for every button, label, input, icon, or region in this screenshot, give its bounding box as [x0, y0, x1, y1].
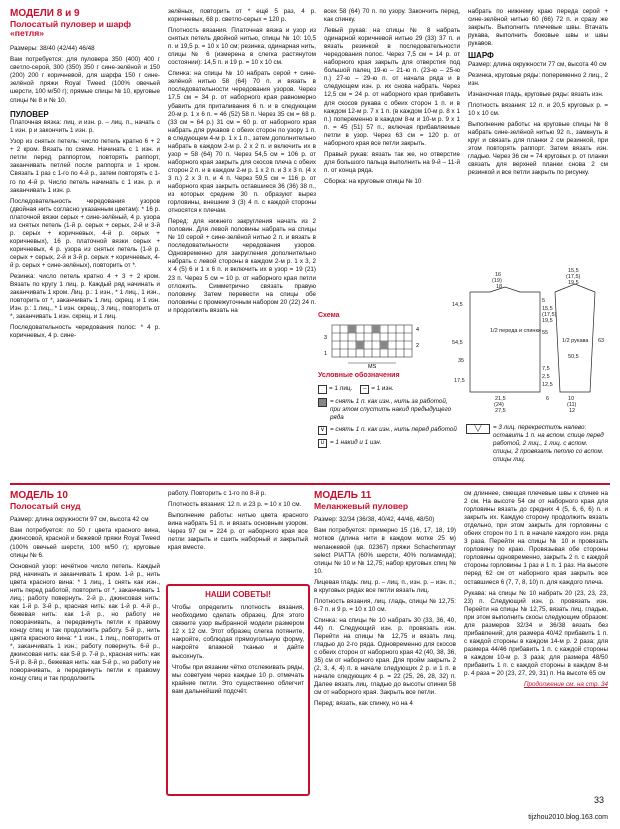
- legend-block: [318, 372, 458, 448]
- scarf-s3: Изнаночная гладь, круговые ряды: вязать изн.: [468, 90, 604, 98]
- scheme-row-1: 1: [324, 350, 328, 357]
- model11-p5: Спинка: на спицы № 10 набрать 30 (33, 36, 40, 44) п. Следующий изн. р. провязать изн. Перейти на спицы № 12,75 и вязать лиц. гладью до 2-го ряда. Одновременно для скосов с обеих сторон от наборного края 42 (40, 38, 36, 35) см от наборного края. Для пройм закрыть 2 (2, 3, 4, 4) п. в начале следующих 2 р. и 1 п. в начале следующих 4 р. = 22 (25, 26, 28, 32) п. Далее вязать лиц. гладью до высоты спинки 58 см от наборного края. Закрыть все петли.: [314, 616, 456, 697]
- scarf-s4: Плотность вязания: 12 п. и 20,5 круговых р. = 10 х 10 см.: [468, 102, 608, 118]
- model89-c3p1: всех 58 (64) 70 п. по узору. Закончить перед, как спинку.: [324, 8, 460, 24]
- dim-right-2: (17,5): [542, 312, 557, 318]
- front-back-outline: [470, 287, 540, 392]
- dim-left-2: 17,5: [454, 378, 465, 384]
- dim-bottom-4: 10: [568, 396, 575, 402]
- model89-col4: [468, 8, 608, 180]
- model89-p5: Последовательность чередования полос: * 4 р. коричневых, 4 р. сине-: [10, 324, 160, 340]
- dim-right-3: 19,5: [542, 318, 553, 324]
- front-back-label: 1/2 переда и спинки: [490, 328, 541, 334]
- model11-title: МОДЕЛЬ 11: [314, 490, 372, 501]
- model89-col2: [168, 8, 316, 318]
- slip-front-symbol-icon: ∨: [318, 426, 327, 435]
- model89-c2p4: Перед: для нижнего закругления начать из 2 половин. Для левой половины набрать на спицы № 10 серой + сине-зелёной нитью 2 п. и вязать в последовательности чередования узоров. Одновременно для закругления дополнительно набрать с левой стороны в каждом 2-м р. 1 х 3, 2 х 4 (5) 6 и 1 х 6 п. и включить их в узор = 19 (21) 23 п. Через 5 см = 10 р. от наборного края петли отложить. Симметрично связать правую половину. Затем перевести на спицы обе половины с промежуточным набором 20 (22) 24 п. и продолжить вязать на: [168, 218, 316, 314]
- legend-cable: = 3 лиц. перекрестить налево: оставить 1 п. на вспом. спице перед работой, 2 лиц., 1 лиц. с вспом. спицы, 2 провязать петлю со вспом. спицы лиц.: [493, 424, 604, 464]
- scheme-row-3: 3: [324, 334, 328, 341]
- dim-top-6: 19,5: [568, 280, 579, 286]
- dim-top-4: 15,5: [568, 268, 579, 274]
- model10-title: МОДЕЛЬ 10: [10, 490, 68, 501]
- page-number: 33: [593, 795, 604, 806]
- dim-top-3: 14,5: [452, 302, 463, 308]
- model89-p4: Резинка: число петель кратно 4 + 3 + 2 кром. Вязать по кругу 1 лиц. р. Каждый ряд начинать и заканчивать 1 кром. Лиц. р.: 1 изн., * 1 лиц., 1 изн., повторить от *, заканчивать 1 лиц. скрещ. и 1 изн. Изн. р.: 1 лиц., * 1 изн. скрещ., 3 лиц., повторить от *, заканчивать 1 изн. скрещ. и 1 лиц.: [10, 273, 160, 321]
- model89-c2p1: зелёных, повторить от * ещё 5 раз, 4 р. коричневых, 68 р. светло-серых = 120 р.: [168, 8, 316, 24]
- dim-right-4: 55: [542, 330, 549, 336]
- scarf-s1: Размер: длина окружности 77 см, высота 40 см: [468, 60, 607, 68]
- knit-symbol-icon: [318, 385, 327, 394]
- model11-col1: [314, 490, 456, 711]
- watermark-text: tijzhou2010.blog.163.com: [528, 814, 608, 822]
- dim-right-5: 50,5: [568, 354, 579, 360]
- model89-c3p3: Правый рукав: вязать так же, но отверстие для большого пальца выполнить на 9-й – 11-й п. от конца ряда.: [324, 150, 460, 174]
- model10-p6: Выполнение работы: нитью цвета красного вина набрать 51 п. и вязать основным узором. Через 97 см = 224 р. от наборного края все петли закрыть и сшить наборный и закрытый края вместе.: [168, 512, 308, 552]
- model89-c2p2: Плотность вязания. Платочная вязка и узор из снятых петель двойной нитью, спицы № 10: 10,5 п. и 19,5 р. = 10 х 10 см; резинка, одинарная нить, спицы № 6 (измерена в слегка растянутом состоянии): 14,5 п. и 19 р. = 10 х 10 см.: [168, 27, 316, 67]
- model10-p2: Вам потребуется: по 50 г цвета красного вина, джинсовой, красной и бежевой пряжи Royal Tweed (100% овечьей шерсти, 100 м/50 г); круговые спицы № 6.: [10, 527, 160, 559]
- dim-left-1: 35: [458, 358, 465, 364]
- legend-yarn-over: = 1 накид и 1 изн.: [330, 439, 382, 447]
- model10-p4: работу. Повторить с 1-го по 8-й р.: [168, 490, 267, 497]
- model89-p1: Платочная вязка: лиц. и изн. р. – лиц. п., начать с 1 изн. р и закончить 1 изн. р.: [10, 119, 160, 135]
- dim-bottom-1: (24): [494, 402, 504, 408]
- tips-t2: Чтобы при вязании чётко отслеживать ряды, мы советуем через каждые 10 р. отмечать крайние петли. Это существенно облегчит вам дальнейший подсчёт.: [172, 663, 304, 695]
- model11-p3: Лицевая гладь: лиц. р. – лиц. п., изн. р. – изн. п.; в круговых рядах все петли вязать лиц.: [314, 578, 456, 594]
- dim-left-0: 54,5: [452, 340, 463, 346]
- scheme-block: [318, 312, 438, 372]
- legend-slip-front: = снять 1 п. как изн., нить перед работой: [330, 426, 457, 434]
- purl-symbol-icon: –: [360, 385, 369, 394]
- scheme-grid: [318, 321, 438, 369]
- scheme-ms: MS: [368, 363, 377, 369]
- model11-c2p2: Рукава: на спицы № 10 набрать 20 (23, 23, 23, 23) п. Следующий изн. р. провязать изн. Перейти на спицы № 12,75, вязать лиц. гладью, при этом выполнить скосы следующим образом: для размеров 32/34 и 36/38 вязать без прибавлений; для размера 40/42 прибавить 1 п. с каждой стороны в каждом 14-м р. 2 раза; для размера 44/46 прибавить 1 п. с каждой стороны в каждом 10-м р. 3 раза; для размера 48/50 прибавить 1 п. с каждой стороны в каждом 8-м р. 4 раза = 20 (23, 27, 29, 31) п. На высоте 65 см: [464, 589, 608, 678]
- model11-p2: Вам потребуется: примерно 15 (16, 17, 18, 19) мотков (длина нити в каждом мотке 25 м) меланжевой (цв. 02367) пряжи Schachenmayr select PIATTA (60% шерсти, 40% полиамида); спицы № 10 и № 12,75; набор круговых спиц № 10.: [314, 527, 456, 575]
- tips-box: [166, 584, 310, 796]
- cable-legend: [466, 424, 608, 464]
- model11-col2: [464, 490, 608, 692]
- model10-col2: [168, 490, 308, 555]
- sleeve-label: 1/2 рукава: [562, 338, 589, 344]
- legend-knit: = 1 лиц.: [329, 385, 353, 393]
- legend-slip-back: = снять 1 п. как изн., нить за работой, при этом спустить накид предыдущего ряда: [330, 397, 452, 422]
- model11-p6: Перед: вязать, как спинку, но на 4: [314, 700, 413, 708]
- dim-right-7: 7,5: [542, 366, 550, 372]
- dim-top-1: (19): [492, 278, 502, 284]
- scarf-s2: Резинка, круговые ряды: попеременно 2 лиц., 2 изн.: [468, 71, 608, 87]
- dim-right-8: 2,5: [542, 374, 550, 380]
- cable-symbol-icon: ╲╱: [466, 424, 490, 434]
- dim-bottom-2: 27,5: [495, 408, 506, 414]
- scheme-title: Схема: [318, 312, 340, 319]
- model89-p3: Последовательность чередования узоров (двойная нить согласно указанным цветам): * 16 р. платочной вязки серых + сине-зелёный, 4 р. узора из снятых петель (1-й р. серых + серых, 2-й и 3-й р. серых + коричневых, 4-й р. серых + коричневых), 16 р. платочной вязки серых + коричневых, 4 р. узора из снятых петель (1-й р. серых + серых, 2-й и 3-й р. серых + коричневых, 4-й р. серых + сине-зелёных), повторить от *.: [10, 197, 160, 269]
- model89-p2: Узор из снятых петель: число петель кратно 6 + 2 + 2 кром. Вязать по схеме. Начинать с 1 изн. и петли перед раппортом, повторять раппорт, заканчивать петлей после раппорта и 1 кром. Связать 1 раз с 1-го по 4-й р., затем повторять с 1-го по 4-й р. Число петель начинать с 1 изн. р. и заканчивать 1 изн. р.: [10, 138, 160, 194]
- scheme-row-2: 2: [416, 342, 420, 349]
- model10-p3: Основной узор: нечётное число петель. Каждый ряд начинать и заканчивать 1 кром. 1-й р., нить цвета красного вина: * 1 лиц., 1 снять как изн., нить перед работой, повторить от *, заканчивать 1 лиц.; работу повернуть. 2-й р., джинсовая нить: как 1-й р. 3-й р., красная нить: как 1-й р. 4-й р., бежевая нить: как 1-й р., но работу не поворачивать, а передвинуть петли к правому концу спиц и так продолжить работу. 5-й р., нить цвета красного вина: * 1 изн., 1 лиц., повторить от *, заканчивать 1 изн.; работу повернуть. 6-й р., джинсовая нить: как 5-й р. 7-й р., красная нить: как 5-й р. 8-й р., бежевая нить: как 5-й р., но работу не поворачивать, а передвинуть петли к правому концу спиц и так продолжить: [10, 562, 160, 683]
- model89-title: МОДЕЛИ 8 и 9: [10, 8, 80, 19]
- pullover-heading: ПУЛОВЕР: [10, 109, 49, 119]
- slip-back-symbol-icon: [318, 398, 327, 407]
- model11-c2p1: см длиннее, смещая плечевые швы к спинке на 2 см. На высоте 54 см от наборного края для горловины вязать до средних 4 (5, 6, 6, 6) п. и закрыть их. Каждую сторону продолжить вязать отдельно, при этом закрыть для горловины с обеих сторон по 1 п. в начале каждого изн. ряда 3 раза. Перейти на спицы № 10 и провязать горловину по краю. Провязывая обе стороны горловины одновременно, закрыть 2 п. с каждой стороны горловины 1 раз и 1 п. 1 раз. На высоте перед 62 см от наборного края закрыть все оставшиеся 6 (7, 7, 8, 10) п. для каждого плеча.: [464, 490, 608, 586]
- tips-t1: Чтобы определить плотность вязания, необходимо сделать образец. Для этого свяжите узор выбранной модели размером 12 х 12 см. Этот образец слегка потяните, накройте, соблюдая прямоугольную форму, накройте влажной тканью и дайте высохнуть.: [172, 604, 304, 660]
- scarf-heading: ШАРФ: [468, 51, 494, 61]
- model89-col1: [10, 8, 160, 343]
- dim-bottom-6: 12: [569, 408, 576, 414]
- dim-right-1: 15,5: [542, 306, 553, 312]
- pattern-diagram: [450, 262, 610, 417]
- model11-p1: Размер: 32/34 (36/38, 40/42, 44/46, 48/50): [314, 516, 435, 524]
- section-divider: [10, 483, 610, 485]
- dim-right-0: 5: [542, 298, 546, 304]
- legend-purl: = 1 изн.: [371, 385, 394, 393]
- scheme-row-4: 4: [416, 326, 420, 333]
- dim-bottom-5: (11): [567, 402, 577, 408]
- model89-col3: [324, 8, 460, 189]
- yarn-over-symbol-icon: ∪: [318, 439, 327, 448]
- scarf-s5: Выполнение работы: на круговые спицы № 8 набрать сине-зелёной нитью 92 п., замкнуть в круг и связать для планки 2 см резинкой, при этом повторять раппорт. Затем вязать изн. гладью. Через 36 см = 74 круговых р. от планки связать для верхней планки снова 2 см резинкой и все петли закрыть по рисунку.: [468, 121, 608, 177]
- model10-subtitle: Полосатый снуд: [10, 500, 81, 511]
- model11-subtitle: Меланжевый пуловер: [314, 500, 409, 511]
- model89-c3p4: Сборка: на круговые спицы № 10: [324, 177, 422, 185]
- model89-size: Размеры: 38/40 (42/44) 46/48: [10, 45, 95, 53]
- model10-p5: Плотность вязания: 12 п. и 23 р. = 10 х 10 см.: [168, 501, 302, 509]
- dim-top-0: 16: [495, 272, 502, 278]
- model11-p4: Плотность вязания, лиц. гладь, спицы № 12,75: 6-7 п. и 9 р. = 10 х 10 см.: [314, 597, 456, 613]
- legend-title: Условные обозначения: [318, 372, 400, 379]
- continue-link[interactable]: Продолжение см. на стр. 34: [523, 681, 608, 689]
- dim-top-5: (17,5): [566, 274, 581, 280]
- model89-c3p2: Левый рукав: на спицы № 8 набрать одинарной коричневой нитью 29 (33) 37 п. и вязать резинкой в последовательности чередования полос. Через 7,5 см = 14 р. от наборного края закрыть для отверстия под большой палец 19-ю – 21-ю п. (23-ю – 25-ю п.) 27-ю – 29-ю п. от начала ряда и в следующем изн. р. их снова набрать. Через 12,5 см = 24 р. от наборного края прибавить для скосов рукава с обеих сторон 1 п. и в каждом 12-м р. 7 х 1 п. (в каждом 10-м р. 8 х 1 п.) попеременно в каждом 8-м и 10-м р. 9 х 1 п. = 45 (51) 57 п., включая прибавляемые петли в узор. Через 63 см = 120 р. от наборного края все петли закрыть.: [324, 27, 460, 147]
- model89-c2p3: Спинка: на спицы № 10 набрать серой + сине-зелёной нитью 58 (64) 70 п. и вязать в последовательности чередования узоров. Через 17,5 см = 34 р. от наборного края равномерно убавить для приталивания 6 п. и в следующем 20-м р. 1 х 6 п. = 46 (52) 58 п. Через 35 см = 68 р. (33 см = 64 р.) 31 см = 60 р. от наборного края набрать для рукавов с обеих сторон по узору 1 п. в следующем 4-м р. 1 х 1 п., затем дополнительно набрать в каждом 2-м р. 2 х 2 п. и включить их в узор = 58 (64) 70 п. Через 54,5 см = 106 р. от наборного края закрыть для скосов плеча с обеих сторон 2 п. и в каждом 2-м р. 1 х 2 п. и 3 х 3 п. (4 х 3 п.) 2 х 3 п. и 4 п. Через 59,5 см = 116 р. от наборного края закрыть оставшиеся 36 (36) 38 п., из которых средние 30 п. образуют вырез горловины, внешние 3 (3) 4 п. с каждой стороны относятся к плечам.: [168, 70, 316, 215]
- dim-right-6: 63: [598, 338, 605, 344]
- model89-materials: Вам потребуется: для пуловера 350 (400) 400 г светло-серой, 300 (350) 350 г сине-зелёной и 150 (200) 200 г коричневой, для шарфа 150 г сине-зелёной пряжи Royal Tweed (100% овечьей шерсти, 100 м/50 г); прямые спицы № 10, круговые спицы № 8 и № 10.: [10, 56, 160, 104]
- model10-col1: [10, 490, 160, 686]
- model89-subtitle: Полосатый пуловер и шарф «петля»: [10, 18, 131, 39]
- tips-title: НАШИ СОВЕТЫ!: [205, 590, 271, 599]
- dim-bottom-0: 21,5: [495, 396, 506, 402]
- dim-right-9: 12,5: [542, 382, 553, 388]
- dim-bottom-3: 6: [546, 396, 550, 402]
- model10-p1: Размер: длина окружности 97 см, высота 42 см: [10, 516, 149, 524]
- model89-c4p1: набрать по нижнему краю переда серой + сине-зелёной нитью 60 (66) 72 п. и сразу же закрыть. Выполнить плечевые швы. Втачать рукава, выполнить боковые швы и швы рукавов.: [468, 8, 608, 48]
- dim-top-2: 18: [496, 284, 503, 290]
